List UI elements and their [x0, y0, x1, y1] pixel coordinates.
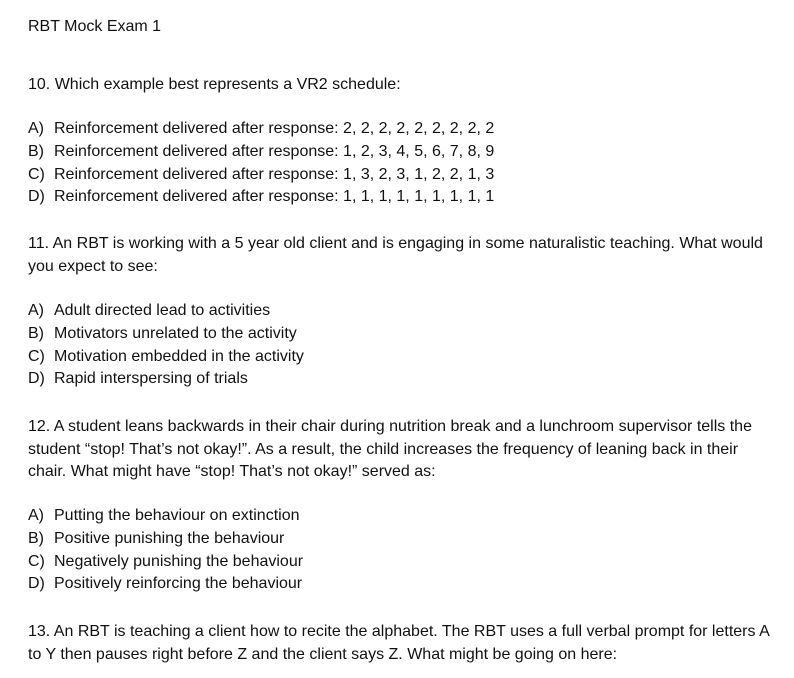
option-text: Motivators unrelated to the activity	[54, 324, 297, 342]
question-11-option-a	[28, 300, 304, 323]
option-text: Positively reinforcing the behaviour	[54, 575, 303, 593]
option-letter: D)	[28, 188, 45, 206]
option-letter: B)	[28, 142, 44, 160]
option-text: Positive punishing the behaviour	[54, 529, 285, 547]
question-12-option-b	[28, 528, 303, 551]
option-text: Rapid interspersing of trials	[54, 370, 248, 388]
option-letter: D)	[28, 370, 45, 388]
question-11-options	[28, 300, 304, 391]
question-10-option-b	[28, 141, 494, 164]
question-12	[28, 416, 778, 484]
question-10-option-a	[28, 118, 494, 141]
option-text: Reinforcement delivered after response: 2, 2, 2, 2, 2, 2, 2, 2, 2	[54, 120, 495, 137]
question-10-text: 10. Which example best represents a VR2 schedule:	[28, 76, 401, 93]
option-letter: A)	[28, 507, 44, 524]
question-10-option-d	[28, 186, 494, 209]
question-12-text: 12. A student leans backwards in their chair during nutrition break and a lunchroom supervisor tells the student “stop! That’s not okay!”. As a result, the child increases the frequency of leaning back in their chair. What might have “stop! That’s not okay!” served as:	[28, 418, 752, 480]
option-letter: C)	[28, 165, 45, 183]
question-11-text: 11. An RBT is working with a 5 year old client and is engaging in some naturalistic teaching. What would you expect to see:	[28, 235, 763, 275]
option-letter: C)	[28, 552, 45, 570]
question-13-text: 13. An RBT is teaching a client how to recite the alphabet. The RBT uses a full verbal prompt for letters A to Y then pauses right before Z and the client says Z. What might be going on here:	[28, 623, 769, 663]
question-12-options	[28, 505, 303, 596]
question-13	[28, 621, 778, 666]
option-letter: A)	[28, 302, 44, 319]
option-text: Reinforcement delivered after response: 1, 2, 3, 4, 5, 6, 7, 8, 9	[54, 142, 495, 160]
option-text: Motivation embedded in the activity	[54, 347, 304, 365]
question-11	[28, 233, 778, 278]
question-12-option-a	[28, 505, 303, 528]
document-title: RBT Mock Exam 1	[28, 18, 162, 35]
question-12-option-d	[28, 573, 303, 596]
question-11-option-d	[28, 368, 304, 391]
option-text: Reinforcement delivered after response: 1, 1, 1, 1, 1, 1, 1, 1, 1	[54, 188, 495, 206]
option-text: Reinforcement delivered after response: 1, 3, 2, 3, 1, 2, 2, 1, 3	[54, 165, 495, 183]
question-11-option-b	[28, 323, 304, 346]
question-10	[28, 74, 778, 97]
option-letter: A)	[28, 120, 44, 137]
option-letter: B)	[28, 529, 44, 547]
question-12-option-c	[28, 551, 303, 574]
option-letter: D)	[28, 575, 45, 593]
question-11-option-c	[28, 346, 304, 369]
option-letter: C)	[28, 347, 45, 365]
question-10-option-c	[28, 164, 494, 187]
option-text: Negatively punishing the behaviour	[54, 552, 304, 570]
option-text: Putting the behaviour on extinction	[54, 507, 300, 524]
option-text: Adult directed lead to activities	[54, 302, 271, 319]
option-letter: B)	[28, 324, 44, 342]
question-10-options	[28, 118, 494, 209]
